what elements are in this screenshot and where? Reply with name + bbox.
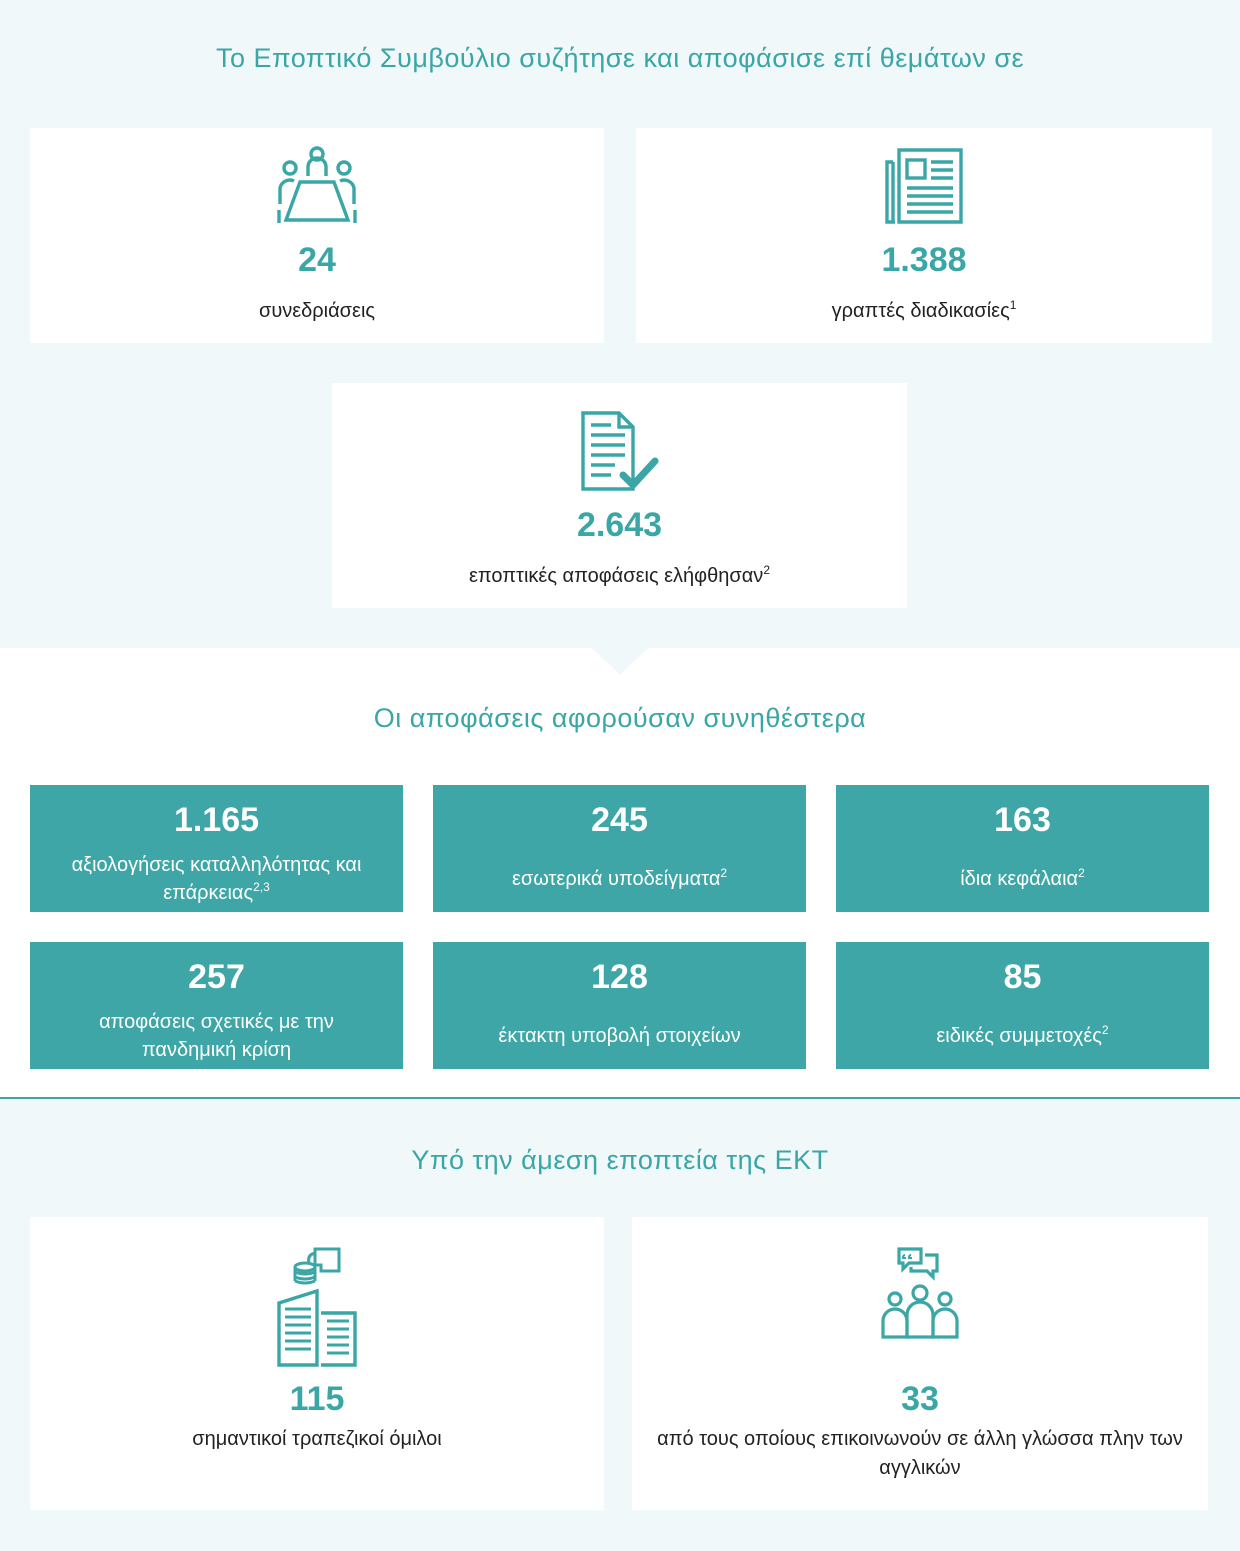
tile-label: έκτακτη υποβολή στοιχείων bbox=[498, 1025, 741, 1047]
tile-pandemic-decisions bbox=[30, 942, 403, 1069]
card-meetings bbox=[30, 128, 604, 343]
tile-value: 128 bbox=[591, 958, 648, 996]
footnote-marker: 1 bbox=[1009, 298, 1017, 312]
tile-label: αξιολογήσεις καταλληλότητας και επάρκειας$^{2,3}$ bbox=[71, 854, 362, 904]
board-heading: Το Εποπτικό Συμβούλιο συζήτησε και αποφάσισε επί θεμάτων σε bbox=[215, 43, 1025, 73]
tile-value: 1.165 bbox=[173, 801, 260, 839]
footnote-marker: 2 bbox=[1101, 1023, 1109, 1037]
footnote-marker: 2,3 bbox=[253, 880, 270, 894]
bank-buildings-icon bbox=[277, 1245, 357, 1372]
newspaper-document-icon bbox=[883, 148, 965, 231]
tile-label: ίδια κεφάλαια$^2$ bbox=[960, 866, 1085, 890]
other-language-label: από τους οποίους επικοινωνούν σε άλλη γλώσσα πλην των αγγλικών bbox=[657, 1428, 1183, 1479]
decisions-heading: Οι αποφάσεις αφορούσαν συνηθέστερα bbox=[373, 703, 867, 733]
document-check-icon bbox=[579, 411, 661, 498]
meetings-label: συνεδριάσεις bbox=[258, 300, 376, 322]
footnote-marker: 2 bbox=[720, 866, 728, 880]
footnote-marker: 2 bbox=[1078, 866, 1085, 880]
direct-supervision-heading: Υπό την άμεση εποπτεία της ΕΚΤ bbox=[411, 1145, 829, 1175]
tile-ad-hoc-reporting bbox=[433, 942, 806, 1069]
tile-value: 163 bbox=[994, 801, 1051, 839]
tile-value: 257 bbox=[188, 958, 245, 996]
card-written-procedures bbox=[636, 128, 1212, 343]
section-arrow bbox=[591, 647, 649, 675]
tile-value: 85 bbox=[1003, 958, 1042, 996]
supervisory-decisions-value: 2.643 bbox=[576, 506, 663, 544]
tile-fit-and-proper bbox=[30, 785, 403, 912]
card-banking-groups bbox=[30, 1217, 604, 1510]
tile-label: αποφάσεις σχετικές με την πανδημική κρίση bbox=[99, 1011, 334, 1061]
banking-groups-label: σημαντικοί τραπεζικοί όμιλοι bbox=[192, 1428, 442, 1450]
tile-value: 245 bbox=[591, 801, 648, 839]
tile-own-funds bbox=[836, 785, 1209, 912]
tile-label: εσωτερικά υποδείγματα$^2$ bbox=[511, 866, 728, 890]
card-supervisory-decisions bbox=[332, 383, 907, 608]
tile-internal-models bbox=[433, 785, 806, 912]
written-procedures-value: 1.388 bbox=[881, 241, 967, 279]
tile-label: ειδικές συμμετοχές$^2$ bbox=[936, 1023, 1109, 1047]
footnote-marker: 2 bbox=[763, 563, 770, 577]
written-procedures-label: γραπτές διαδικασίες$^1$ bbox=[831, 298, 1017, 322]
banking-groups-value: 115 bbox=[289, 1380, 345, 1418]
meeting-table-icon bbox=[276, 146, 358, 231]
card-other-language bbox=[632, 1217, 1208, 1510]
tile-qualifying-holdings bbox=[836, 942, 1209, 1069]
people-speech-icon bbox=[879, 1247, 961, 1346]
other-language-value: 33 bbox=[901, 1380, 939, 1418]
meetings-value: 24 bbox=[298, 241, 336, 279]
supervisory-decisions-label: εποπτικές αποφάσεις ελήφθησαν$^2$ bbox=[468, 563, 770, 587]
